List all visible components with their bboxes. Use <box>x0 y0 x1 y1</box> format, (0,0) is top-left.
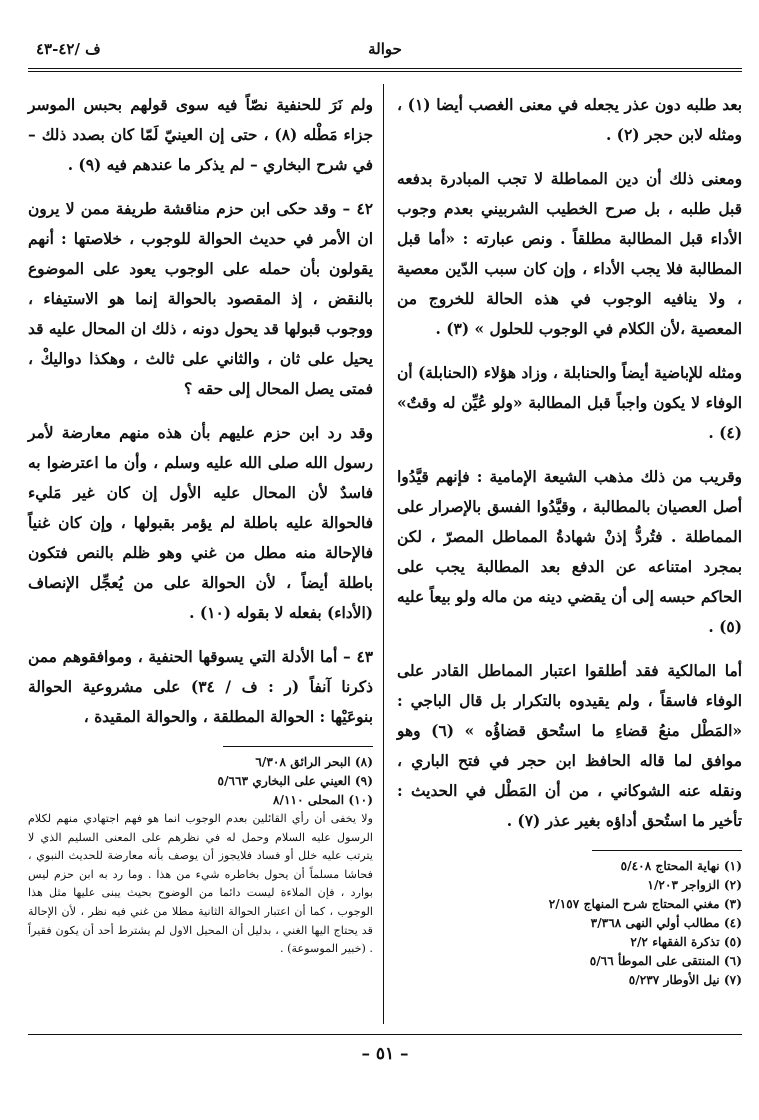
left-column <box>28 90 373 959</box>
paragraph: أما المالكية فقد أطلقوا اعتبار المماطل القادر على الوفاء فاسقاً ، ولم يقيدوه بالتكرار بل قال الباجي : «المَطْل منعُ قضاءِ ما استُحق قضاؤُه » (٦) وهو موافق لما قاله الحافظ ابن حجر في فتح الباري ، ونقله عنه الشوكاني ، من أن المَطْل في الحديث : تأخير ما استُحق أداؤه بغير عذر (٧) . <box>397 662 743 830</box>
paragraph: ومثله للإباضية أيضاً والحنابلة ، وزاد هؤلاء (الحنابلة) أن الوفاء لا يكون واجباً قبل المطالبة «ولو عُيِّن له وقتٌ» (٤) . <box>397 364 742 442</box>
footnote: (٤) مطالب أولي النهى ٣/٣٦٨ <box>590 916 742 930</box>
footnote: (١) نهاية المحتاج ٥/٤٠٨ <box>620 859 742 873</box>
footnote: (٩) العيني على البخاري ٥/٦٦٣ <box>217 774 373 788</box>
section-reference: ف /٤٢-٤٣ <box>36 40 101 58</box>
paragraph: بعد طلبه دون عذر يجعله في معنى الغصب أيضا (١) ، ومثله لابن حجر (٢) . <box>397 96 743 144</box>
header-rule <box>28 68 742 69</box>
page <box>28 34 742 1094</box>
paragraph-section-43: ٤٣ – أما الأدلة التي يسوقها الحنفية ، وموافقوهم ممن ذكرنا آنفاً (ر : ف / ٣٤) على مشروعية الحوالة بنوعَيْها : الحوالة المطلقة ، والحوالة المقيدة ، <box>28 648 373 726</box>
page-number: – ٥١ – <box>361 1044 409 1064</box>
footnote: (١٠) المحلى ٨/١١٠ <box>273 793 373 807</box>
footer-rule <box>28 1034 742 1035</box>
page-header <box>28 34 742 64</box>
footnote: (٦) المنتقى على الموطأ ٥/٦٦ <box>589 954 742 968</box>
footnote-rule <box>223 746 373 747</box>
running-title: حوالة <box>368 40 402 58</box>
footnote: (٨) البحر الرائق ٦/٣٠٨ <box>255 755 373 769</box>
footnote: (٣) مغني المحتاج شرح المنهاج ٢/١٥٧ <box>548 897 742 911</box>
footnote: (٥) تذكرة الفقهاء ٢/٢ <box>630 935 742 949</box>
footnote-note: ولا يخفى أن رأي القائلين بعدم الوجوب انما هو فهم اجتهادي منهم لكلام الرسول عليه السلام وحمل له في نظرهم على المعنى السليم الذي لا يترتب عليه خلل أو فساد فلايجوز أن يوصف بأنه معارضة للحديث النبوي ، فحاشا مسلماً أن يحول بخاطره شيء من هذا . وما رد به ابن حزم ليس بوارد ، فإن الملاءة ليست دائما من الوضوح بحيث يبنى عليها مثل هذا الوجوب ، كما أن اعتبار الحوالة الثانية مطلا من غني فيه نظر ، لأن الإحالة قد يحتاج اليها الغني ، بدليل أن المحيل الاول لم يشترط أحد أن يكون فقيراً . (خبير الموسوعة) . <box>28 812 373 956</box>
footnote: (٢) الزواجر ١/٢٠٣ <box>647 878 742 892</box>
paragraph-section-42: ٤٢ – وقد حكى ابن حزم مناقشة طريفة ممن لا يرون ان الأمر في حديث الحوالة للوجوب ، خلاصتها : أنهم يقولون بأن حمله على الوجوب يعود على الموضوع بالنقض ، إذ المقصود بالحوالة إنما هو الاستيفاء ، ووجوب قبولها قد يحول دونه ، ذلك ان المحال عليه قد يحيل على ثان ، والثاني على ثالث ، وهكذا دواليكْ ، فمتى يصل المحال إلى حقه ؟ <box>28 200 373 398</box>
paragraph: وقد رد ابن حزم عليهم بأن هذه منهم معارضة لأمر رسول الله صلى الله عليه وسلم ، وأن ما اعترضوا به فاسدٌ لأن المحال عليه الأول إن كان غير مَليء فالحوالة عليه باطلة لم يؤمر بقبولها ، وإن كان غنياً فالإحالة منه مطل من غني وهو ظلم بالنص فتكون باطلة أيضاً ، لأن الحوالة على من يُعجِّل الإنصاف (الأداء) بفعله لا بقوله (١٠) . <box>28 424 373 622</box>
paragraph: ولم نَرَ للحنفية نصّاً فيه سوى قولهم بحبس الموسر جزاء مَطْله (٨) ، حتى إن العينيّ لَمّا كان بصدد ذلك – في شرح البخاري – لم يذكر ما عندهم فيه (٩) . <box>28 96 374 174</box>
column-divider <box>383 84 384 1024</box>
paragraph: ومعنى ذلك أن دين المماطلة لا تجب المبادرة بدفعه قبل طلبه ، بل صرح الخطيب الشربيني بعدم وجوب الأداء قبل المطالبة مطلقاً . ونص عبارته : «أما قبل المطالبة فلا يجب الأداء ، وإن كان سبب الدّين معصية ، ولا ينافيه الوجوب في هذه الحالة للخروج من المعصية ،لأن الكلام في الوجوب للحلول » (٣) . <box>397 170 742 338</box>
right-column <box>397 90 742 990</box>
footnote: (٧) نيل الأوطار ٥/٢٣٧ <box>628 973 742 987</box>
footnote-rule <box>592 850 742 851</box>
paragraph: وقريب من ذلك مذهب الشيعة الإمامية : فإنهم قيَّدُوا أصل العصيان بالمطالبة ، وقيَّدُوا الفسق بالإصرار على المماطلة . فتُردُّ إذنْ شهادةُ المماطل المصرّ ، لكن بمجرد امتناعه عن الدفع بعد المطالبة يجب على الحاكم حبسه إلى أن يقضي دينه من ماله ولو بيعاً عليه (٥) . <box>397 468 742 636</box>
header-rule-double <box>28 71 742 72</box>
